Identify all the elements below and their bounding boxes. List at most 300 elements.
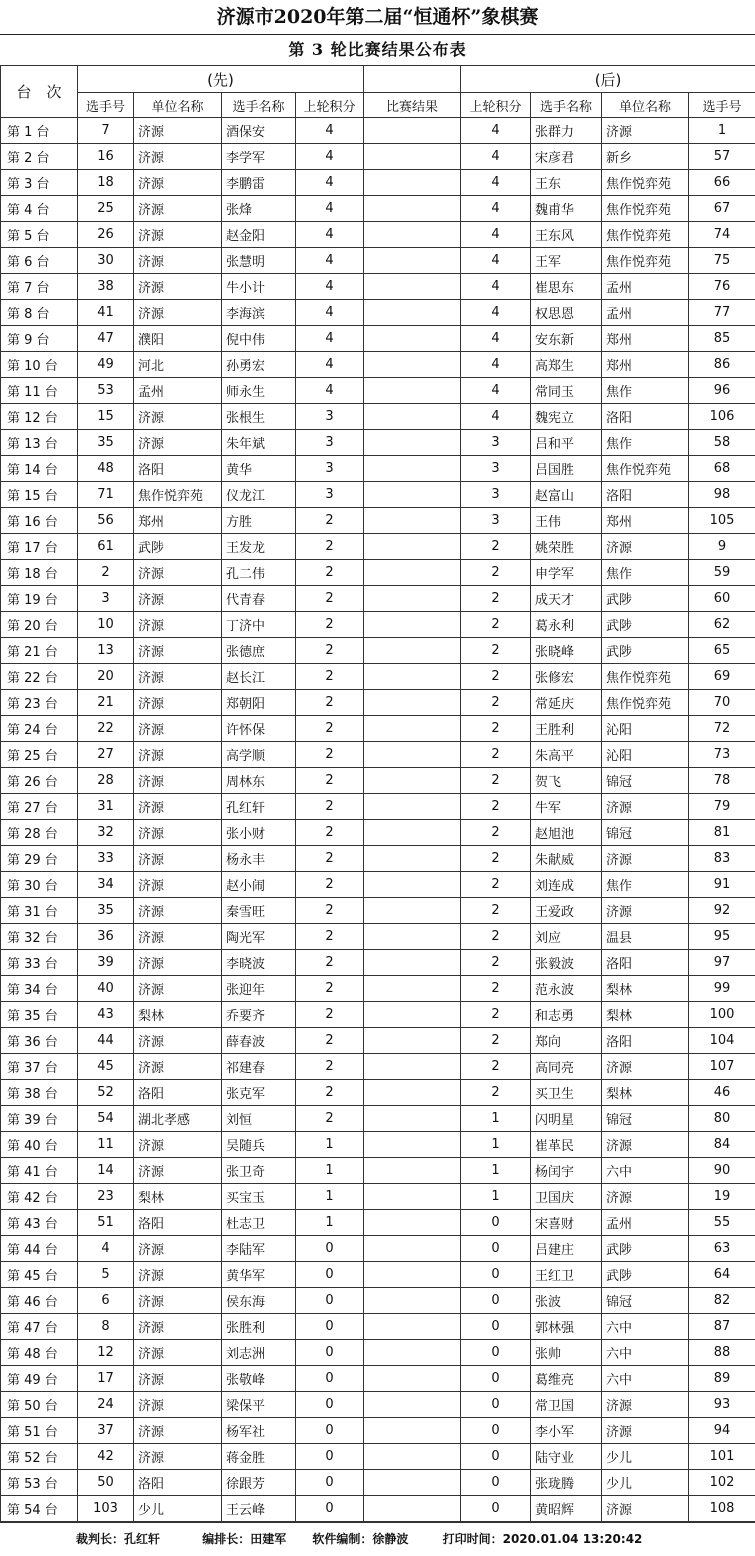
second-player-number: 77 bbox=[689, 300, 755, 326]
first-player-name: 张卫奇 bbox=[222, 1158, 296, 1184]
second-player-score: 0 bbox=[461, 1314, 531, 1340]
first-player-unit: 济源 bbox=[134, 794, 222, 820]
match-result bbox=[364, 1028, 461, 1054]
first-player-name: 乔要齐 bbox=[222, 1002, 296, 1028]
second-player-name: 王军 bbox=[531, 248, 602, 274]
first-player-unit: 济源 bbox=[134, 1236, 222, 1262]
second-player-number: 99 bbox=[689, 976, 755, 1002]
first-player-score: 4 bbox=[296, 352, 364, 378]
second-player-score: 0 bbox=[461, 1496, 531, 1522]
second-player-score: 4 bbox=[461, 326, 531, 352]
first-player-number: 20 bbox=[78, 664, 134, 690]
first-player-unit: 济源 bbox=[134, 1340, 222, 1366]
first-player-unit: 济源 bbox=[134, 144, 222, 170]
second-player-score: 0 bbox=[461, 1236, 531, 1262]
second-player-score: 2 bbox=[461, 924, 531, 950]
second-player-number: 9 bbox=[689, 534, 755, 560]
first-player-name: 丁济中 bbox=[222, 612, 296, 638]
first-player-unit: 洛阳 bbox=[134, 1210, 222, 1236]
second-player-score: 2 bbox=[461, 586, 531, 612]
first-player-score: 2 bbox=[296, 924, 364, 950]
board-label: 第 29 台 bbox=[1, 846, 78, 872]
second-player-score: 2 bbox=[461, 664, 531, 690]
second-player-number: 68 bbox=[689, 456, 755, 482]
first-player-unit: 济源 bbox=[134, 196, 222, 222]
board-label: 第 35 台 bbox=[1, 1002, 78, 1028]
second-player-unit: 孟州 bbox=[602, 274, 689, 300]
first-player-number: 52 bbox=[78, 1080, 134, 1106]
match-result bbox=[364, 742, 461, 768]
second-player-name: 刘应 bbox=[531, 924, 602, 950]
second-player-score: 2 bbox=[461, 794, 531, 820]
second-player-name: 宋喜财 bbox=[531, 1210, 602, 1236]
second-player-number: 83 bbox=[689, 846, 755, 872]
table-row bbox=[1, 1470, 755, 1496]
first-player-name: 杨军社 bbox=[222, 1418, 296, 1444]
first-player-score: 2 bbox=[296, 976, 364, 1002]
second-player-name: 张波 bbox=[531, 1288, 602, 1314]
board-label: 第 9 台 bbox=[1, 326, 78, 352]
second-player-unit: 济源 bbox=[602, 1132, 689, 1158]
match-result bbox=[364, 794, 461, 820]
first-player-name: 秦雪旺 bbox=[222, 898, 296, 924]
match-result bbox=[364, 976, 461, 1002]
first-player-name: 师永生 bbox=[222, 378, 296, 404]
second-player-unit: 武陟 bbox=[602, 586, 689, 612]
match-result bbox=[364, 1366, 461, 1392]
second-player-score: 4 bbox=[461, 404, 531, 430]
first-player-name: 仪龙江 bbox=[222, 482, 296, 508]
first-player-name: 刘志洲 bbox=[222, 1340, 296, 1366]
second-player-number: 97 bbox=[689, 950, 755, 976]
table-row bbox=[1, 1314, 755, 1340]
second-player-unit: 焦作 bbox=[602, 378, 689, 404]
first-player-number: 33 bbox=[78, 846, 134, 872]
first-player-score: 2 bbox=[296, 716, 364, 742]
second-player-name: 王东 bbox=[531, 170, 602, 196]
first-player-score: 4 bbox=[296, 144, 364, 170]
second-player-score: 1 bbox=[461, 1132, 531, 1158]
second-player-unit: 济源 bbox=[602, 1392, 689, 1418]
first-player-unit: 济源 bbox=[134, 274, 222, 300]
first-player-name: 黄华军 bbox=[222, 1262, 296, 1288]
match-result bbox=[364, 586, 461, 612]
match-result bbox=[364, 508, 461, 534]
table-row bbox=[1, 144, 755, 170]
second-player-score: 4 bbox=[461, 118, 531, 144]
first-player-number: 103 bbox=[78, 1496, 134, 1522]
second-player-unit: 洛阳 bbox=[602, 482, 689, 508]
table-row bbox=[1, 872, 755, 898]
first-player-unit: 济源 bbox=[134, 1262, 222, 1288]
table-row bbox=[1, 586, 755, 612]
footer-referee: 裁判长：孔红轩 bbox=[76, 1532, 161, 1546]
table-row bbox=[1, 716, 755, 742]
first-player-unit: 济源 bbox=[134, 612, 222, 638]
board-label: 第 52 台 bbox=[1, 1444, 78, 1470]
table-row bbox=[1, 1340, 755, 1366]
results-table bbox=[0, 65, 755, 1522]
second-player-name: 魏甫华 bbox=[531, 196, 602, 222]
table-row bbox=[1, 1444, 755, 1470]
first-player-score: 2 bbox=[296, 768, 364, 794]
page-subtitle: 第 3 轮比赛结果公布表 bbox=[288, 40, 467, 59]
first-player-unit: 梨林 bbox=[134, 1184, 222, 1210]
first-player-score: 2 bbox=[296, 560, 364, 586]
second-player-unit: 焦作 bbox=[602, 560, 689, 586]
second-player-number: 91 bbox=[689, 872, 755, 898]
match-result bbox=[364, 144, 461, 170]
first-player-name: 王发龙 bbox=[222, 534, 296, 560]
first-player-score: 3 bbox=[296, 456, 364, 482]
board-label: 第 39 台 bbox=[1, 1106, 78, 1132]
second-player-name: 杨闰宇 bbox=[531, 1158, 602, 1184]
first-player-number: 49 bbox=[78, 352, 134, 378]
first-player-unit: 济源 bbox=[134, 716, 222, 742]
table-row bbox=[1, 508, 755, 534]
first-player-score: 3 bbox=[296, 430, 364, 456]
second-player-unit: 梨林 bbox=[602, 976, 689, 1002]
table-row bbox=[1, 534, 755, 560]
second-player-name: 买卫生 bbox=[531, 1080, 602, 1106]
first-player-name: 徐跟芳 bbox=[222, 1470, 296, 1496]
second-player-score: 4 bbox=[461, 300, 531, 326]
first-player-score: 2 bbox=[296, 950, 364, 976]
first-player-score: 4 bbox=[296, 300, 364, 326]
second-player-name: 黄昭辉 bbox=[531, 1496, 602, 1522]
first-player-unit: 济源 bbox=[134, 976, 222, 1002]
second-player-score: 4 bbox=[461, 248, 531, 274]
board-label: 第 46 台 bbox=[1, 1288, 78, 1314]
first-player-number: 28 bbox=[78, 768, 134, 794]
table-row bbox=[1, 794, 755, 820]
first-player-number: 50 bbox=[78, 1470, 134, 1496]
first-player-unit: 焦作悦弈苑 bbox=[134, 482, 222, 508]
second-player-number: 90 bbox=[689, 1158, 755, 1184]
board-label: 第 16 台 bbox=[1, 508, 78, 534]
header-row-sides bbox=[1, 66, 755, 93]
board-label: 第 53 台 bbox=[1, 1470, 78, 1496]
first-player-unit: 济源 bbox=[134, 1054, 222, 1080]
board-label: 第 43 台 bbox=[1, 1210, 78, 1236]
first-player-number: 35 bbox=[78, 898, 134, 924]
board-label: 第 18 台 bbox=[1, 560, 78, 586]
first-player-name: 吴随兵 bbox=[222, 1132, 296, 1158]
second-player-name: 朱高平 bbox=[531, 742, 602, 768]
second-player-unit: 六中 bbox=[602, 1314, 689, 1340]
first-player-number: 18 bbox=[78, 170, 134, 196]
second-player-name: 赵旭池 bbox=[531, 820, 602, 846]
second-player-score: 2 bbox=[461, 872, 531, 898]
first-player-name: 李晓波 bbox=[222, 950, 296, 976]
first-player-number: 31 bbox=[78, 794, 134, 820]
table-row bbox=[1, 300, 755, 326]
second-player-name: 郭林强 bbox=[531, 1314, 602, 1340]
table-row bbox=[1, 1002, 755, 1028]
first-player-unit: 济源 bbox=[134, 950, 222, 976]
second-player-unit: 洛阳 bbox=[602, 404, 689, 430]
first-player-name: 祁建春 bbox=[222, 1054, 296, 1080]
match-result bbox=[364, 170, 461, 196]
table-row bbox=[1, 378, 755, 404]
match-result bbox=[364, 690, 461, 716]
second-player-name: 姚荣胜 bbox=[531, 534, 602, 560]
second-player-score: 3 bbox=[461, 482, 531, 508]
second-player-unit: 焦作悦弈苑 bbox=[602, 456, 689, 482]
first-player-unit: 湖北孝感 bbox=[134, 1106, 222, 1132]
first-player-number: 48 bbox=[78, 456, 134, 482]
second-player-name: 吕国胜 bbox=[531, 456, 602, 482]
table-row bbox=[1, 1106, 755, 1132]
second-player-score: 3 bbox=[461, 430, 531, 456]
first-player-name: 张迎年 bbox=[222, 976, 296, 1002]
board-label: 第 12 台 bbox=[1, 404, 78, 430]
second-player-number: 79 bbox=[689, 794, 755, 820]
second-player-number: 105 bbox=[689, 508, 755, 534]
table-row bbox=[1, 690, 755, 716]
board-label: 第 22 台 bbox=[1, 664, 78, 690]
second-player-name: 王胜利 bbox=[531, 716, 602, 742]
second-player-unit: 梨林 bbox=[602, 1002, 689, 1028]
first-player-score: 0 bbox=[296, 1262, 364, 1288]
first-player-score: 1 bbox=[296, 1210, 364, 1236]
first-player-unit: 济源 bbox=[134, 404, 222, 430]
second-player-unit: 六中 bbox=[602, 1158, 689, 1184]
match-result bbox=[364, 1054, 461, 1080]
second-player-score: 2 bbox=[461, 846, 531, 872]
second-player-score: 2 bbox=[461, 716, 531, 742]
second-player-score: 2 bbox=[461, 560, 531, 586]
second-player-score: 4 bbox=[461, 144, 531, 170]
match-result bbox=[364, 378, 461, 404]
match-result bbox=[364, 1132, 461, 1158]
match-result bbox=[364, 924, 461, 950]
first-player-unit: 济源 bbox=[134, 430, 222, 456]
second-player-unit: 锦冠 bbox=[602, 1106, 689, 1132]
footer-software: 软件编制：徐静波 bbox=[312, 1532, 409, 1546]
second-player-number: 85 bbox=[689, 326, 755, 352]
table-row bbox=[1, 846, 755, 872]
first-player-number: 22 bbox=[78, 716, 134, 742]
second-player-unit: 洛阳 bbox=[602, 1028, 689, 1054]
first-player-unit: 济源 bbox=[134, 664, 222, 690]
board-label: 第 8 台 bbox=[1, 300, 78, 326]
match-result bbox=[364, 326, 461, 352]
first-player-unit: 少儿 bbox=[134, 1496, 222, 1522]
second-player-number: 70 bbox=[689, 690, 755, 716]
footer-arranger: 编排长：田建军 bbox=[202, 1532, 287, 1546]
second-player-score: 2 bbox=[461, 638, 531, 664]
board-label: 第 28 台 bbox=[1, 820, 78, 846]
match-result bbox=[364, 1158, 461, 1184]
second-player-number: 106 bbox=[689, 404, 755, 430]
second-player-unit: 焦作 bbox=[602, 430, 689, 456]
second-player-number: 55 bbox=[689, 1210, 755, 1236]
second-player-name: 申学军 bbox=[531, 560, 602, 586]
first-player-name: 张胜利 bbox=[222, 1314, 296, 1340]
first-player-score: 2 bbox=[296, 794, 364, 820]
board-label: 第 48 台 bbox=[1, 1340, 78, 1366]
second-player-number: 76 bbox=[689, 274, 755, 300]
second-player-number: 102 bbox=[689, 1470, 755, 1496]
first-player-number: 36 bbox=[78, 924, 134, 950]
table-row bbox=[1, 274, 755, 300]
board-label: 第 19 台 bbox=[1, 586, 78, 612]
board-label: 第 4 台 bbox=[1, 196, 78, 222]
second-player-name: 王红卫 bbox=[531, 1262, 602, 1288]
second-player-number: 75 bbox=[689, 248, 755, 274]
second-player-score: 0 bbox=[461, 1210, 531, 1236]
first-player-name: 张慧明 bbox=[222, 248, 296, 274]
match-result bbox=[364, 482, 461, 508]
first-player-number: 23 bbox=[78, 1184, 134, 1210]
second-player-score: 2 bbox=[461, 742, 531, 768]
table-row bbox=[1, 430, 755, 456]
second-player-number: 104 bbox=[689, 1028, 755, 1054]
second-player-number: 78 bbox=[689, 768, 755, 794]
match-result bbox=[364, 1496, 461, 1522]
table-row bbox=[1, 248, 755, 274]
table-row bbox=[1, 1132, 755, 1158]
board-label: 第 17 台 bbox=[1, 534, 78, 560]
table-row bbox=[1, 326, 755, 352]
first-player-unit: 洛阳 bbox=[134, 1470, 222, 1496]
board-label: 第 24 台 bbox=[1, 716, 78, 742]
match-result bbox=[364, 612, 461, 638]
first-player-name: 张克军 bbox=[222, 1080, 296, 1106]
first-player-unit: 济源 bbox=[134, 1314, 222, 1340]
first-player-name: 孔二伟 bbox=[222, 560, 296, 586]
second-player-name: 崔思东 bbox=[531, 274, 602, 300]
col-header-first-number: 选手号 bbox=[78, 93, 134, 118]
first-player-score: 4 bbox=[296, 170, 364, 196]
first-player-score: 4 bbox=[296, 378, 364, 404]
page-title: 济源市2020年第二届“恒通杯”象棋赛 bbox=[0, 0, 755, 35]
first-player-score: 1 bbox=[296, 1132, 364, 1158]
table-row bbox=[1, 1418, 755, 1444]
second-player-score: 1 bbox=[461, 1158, 531, 1184]
first-player-name: 郑朝阳 bbox=[222, 690, 296, 716]
first-player-name: 张德庶 bbox=[222, 638, 296, 664]
first-player-name: 李鹏雷 bbox=[222, 170, 296, 196]
first-player-name: 买宝玉 bbox=[222, 1184, 296, 1210]
second-player-score: 2 bbox=[461, 612, 531, 638]
board-label: 第 1 台 bbox=[1, 118, 78, 144]
second-player-name: 王伟 bbox=[531, 508, 602, 534]
first-player-unit: 济源 bbox=[134, 248, 222, 274]
second-player-name: 王东风 bbox=[531, 222, 602, 248]
second-player-name: 张帅 bbox=[531, 1340, 602, 1366]
first-player-unit: 济源 bbox=[134, 1028, 222, 1054]
first-player-number: 3 bbox=[78, 586, 134, 612]
match-result bbox=[364, 196, 461, 222]
second-player-unit: 六中 bbox=[602, 1340, 689, 1366]
table-row bbox=[1, 560, 755, 586]
first-player-score: 0 bbox=[296, 1366, 364, 1392]
board-label: 第 45 台 bbox=[1, 1262, 78, 1288]
first-player-score: 2 bbox=[296, 690, 364, 716]
second-player-name: 范永波 bbox=[531, 976, 602, 1002]
second-player-unit: 洛阳 bbox=[602, 950, 689, 976]
second-player-name: 吕和平 bbox=[531, 430, 602, 456]
board-label: 第 47 台 bbox=[1, 1314, 78, 1340]
first-player-name: 杜志卫 bbox=[222, 1210, 296, 1236]
first-player-number: 37 bbox=[78, 1418, 134, 1444]
first-player-unit: 济源 bbox=[134, 820, 222, 846]
board-label: 第 6 台 bbox=[1, 248, 78, 274]
first-player-score: 0 bbox=[296, 1340, 364, 1366]
first-player-name: 黄华 bbox=[222, 456, 296, 482]
first-player-unit: 济源 bbox=[134, 300, 222, 326]
second-player-score: 1 bbox=[461, 1184, 531, 1210]
second-player-number: 86 bbox=[689, 352, 755, 378]
first-player-number: 44 bbox=[78, 1028, 134, 1054]
first-player-name: 张敬峰 bbox=[222, 1366, 296, 1392]
first-player-number: 53 bbox=[78, 378, 134, 404]
first-player-number: 32 bbox=[78, 820, 134, 846]
board-label: 第 33 台 bbox=[1, 950, 78, 976]
second-player-unit: 沁阳 bbox=[602, 742, 689, 768]
col-header-first-score: 上轮积分 bbox=[296, 93, 364, 118]
match-result bbox=[364, 898, 461, 924]
first-player-score: 0 bbox=[296, 1444, 364, 1470]
header-board: 台 次 bbox=[1, 66, 78, 118]
board-label: 第 23 台 bbox=[1, 690, 78, 716]
match-result bbox=[364, 1288, 461, 1314]
table-row bbox=[1, 1210, 755, 1236]
board-label: 第 49 台 bbox=[1, 1366, 78, 1392]
table-row bbox=[1, 196, 755, 222]
second-player-name: 和志勇 bbox=[531, 1002, 602, 1028]
first-player-score: 2 bbox=[296, 1080, 364, 1106]
first-player-score: 2 bbox=[296, 872, 364, 898]
col-header-first-player: 选手名称 bbox=[222, 93, 296, 118]
second-player-name: 郑向 bbox=[531, 1028, 602, 1054]
first-player-number: 16 bbox=[78, 144, 134, 170]
table-row bbox=[1, 612, 755, 638]
second-player-number: 95 bbox=[689, 924, 755, 950]
first-player-unit: 济源 bbox=[134, 560, 222, 586]
second-player-unit: 少儿 bbox=[602, 1444, 689, 1470]
first-player-unit: 济源 bbox=[134, 170, 222, 196]
second-player-score: 2 bbox=[461, 768, 531, 794]
second-player-unit: 焦作悦弈苑 bbox=[602, 196, 689, 222]
second-player-unit: 焦作悦弈苑 bbox=[602, 690, 689, 716]
first-player-number: 17 bbox=[78, 1366, 134, 1392]
board-label: 第 7 台 bbox=[1, 274, 78, 300]
second-player-name: 王爱政 bbox=[531, 898, 602, 924]
second-player-name: 张群力 bbox=[531, 118, 602, 144]
first-player-name: 蒋金胜 bbox=[222, 1444, 296, 1470]
match-result bbox=[364, 820, 461, 846]
first-player-name: 王云峰 bbox=[222, 1496, 296, 1522]
board-label: 第 50 台 bbox=[1, 1392, 78, 1418]
first-player-score: 4 bbox=[296, 118, 364, 144]
first-player-name: 朱年斌 bbox=[222, 430, 296, 456]
second-player-name: 贺飞 bbox=[531, 768, 602, 794]
match-result bbox=[364, 716, 461, 742]
first-player-number: 5 bbox=[78, 1262, 134, 1288]
first-player-score: 0 bbox=[296, 1470, 364, 1496]
first-player-number: 14 bbox=[78, 1158, 134, 1184]
second-player-name: 崔革民 bbox=[531, 1132, 602, 1158]
table-row bbox=[1, 950, 755, 976]
board-label: 第 44 台 bbox=[1, 1236, 78, 1262]
first-player-number: 4 bbox=[78, 1236, 134, 1262]
first-player-unit: 济源 bbox=[134, 1392, 222, 1418]
board-label: 第 25 台 bbox=[1, 742, 78, 768]
match-result bbox=[364, 352, 461, 378]
